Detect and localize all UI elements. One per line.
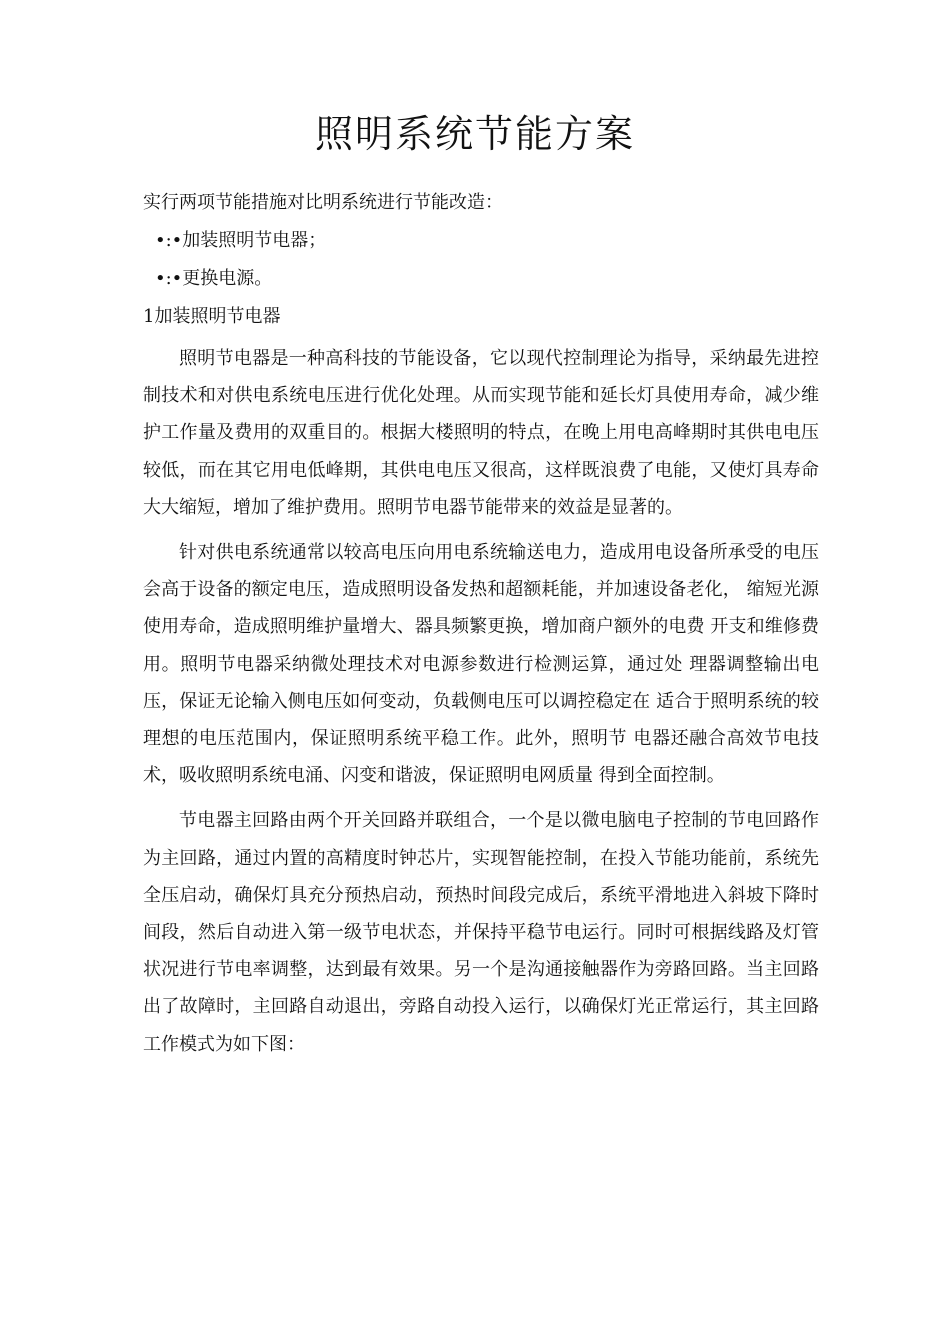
bullet-item-1: •:•加装照明节电器； [155, 230, 327, 251]
section-heading: 1加装照明节电器 [143, 306, 281, 327]
paragraph-3: 节电器主回路由两个开关回路并联组合，一个是以微电脑电子控制的节电回路作为主回路，通过内置的高精度时钟芯片，实现智能控制，在投入节能功能前，系统先全压启动，确保灯具充分预热启动，预热时间段完成后，系统平滑地进入斜坡下降时间段，然后自动进入第一级节电状态，并保持平稳节电运行。同时可根据线路及灯管状况进行节电率调整，达到最有效果。另一个是沟通接触器作为旁路回路。当主回路出了故障时，主回路自动退出，旁路自动投入运行，以确保灯光正常运行，其主回路工作模式为如下图： [143, 810, 819, 1055]
intro-text: 实行两项节能措施对比明系统进行节能改造： [143, 192, 503, 213]
document-title: 照明系统节能方案 [314, 112, 635, 156]
document-body [143, 184, 819, 1071]
bullet-item-2: •:•更换电源。 [155, 268, 273, 289]
paragraph-1: 照明节电器是一种高科技的节能设备，它以现代控制理论为指导，采纳最先进控制技术和对供电系统电压进行优化处理。从而实现节能和延长灯具使用寿命，减少维护工作量及费用的双重目的。根据大楼照明的特点，在晚上用电高峰期时其供电电压较低，而在其它用电低峰期，其供电电压又很高，这样既浪费了电能，又使灯具寿命大大缩短，增加了维护费用。照明节电器节能带来的效益是显著的。 [143, 348, 819, 518]
paragraph-2: 针对供电系统通常以较高电压向用电系统输送电力，造成用电设备所承受的电压会高于设备的额定电压，造成照明设备发热和超额耗能，并加速设备老化， 缩短光源使用寿命，造成照明维护量增大、器具频繁更换，增加商户额外的电费 开支和维修费用。照明节电器采纳微处理技术对电源参数进行检测运算，通过处 理器调整输出电压，保证无论输入侧电压如何变动，负载侧电压可以调控稳定在 适合于照明系统的较理想的电压范围内，保证照明系统平稳工作。此外，照明节 电器还融合高效节电技术，吸收照明系统电涌、闪变和谐波，保证照明电网质量 得到全面控制。 [143, 542, 819, 787]
